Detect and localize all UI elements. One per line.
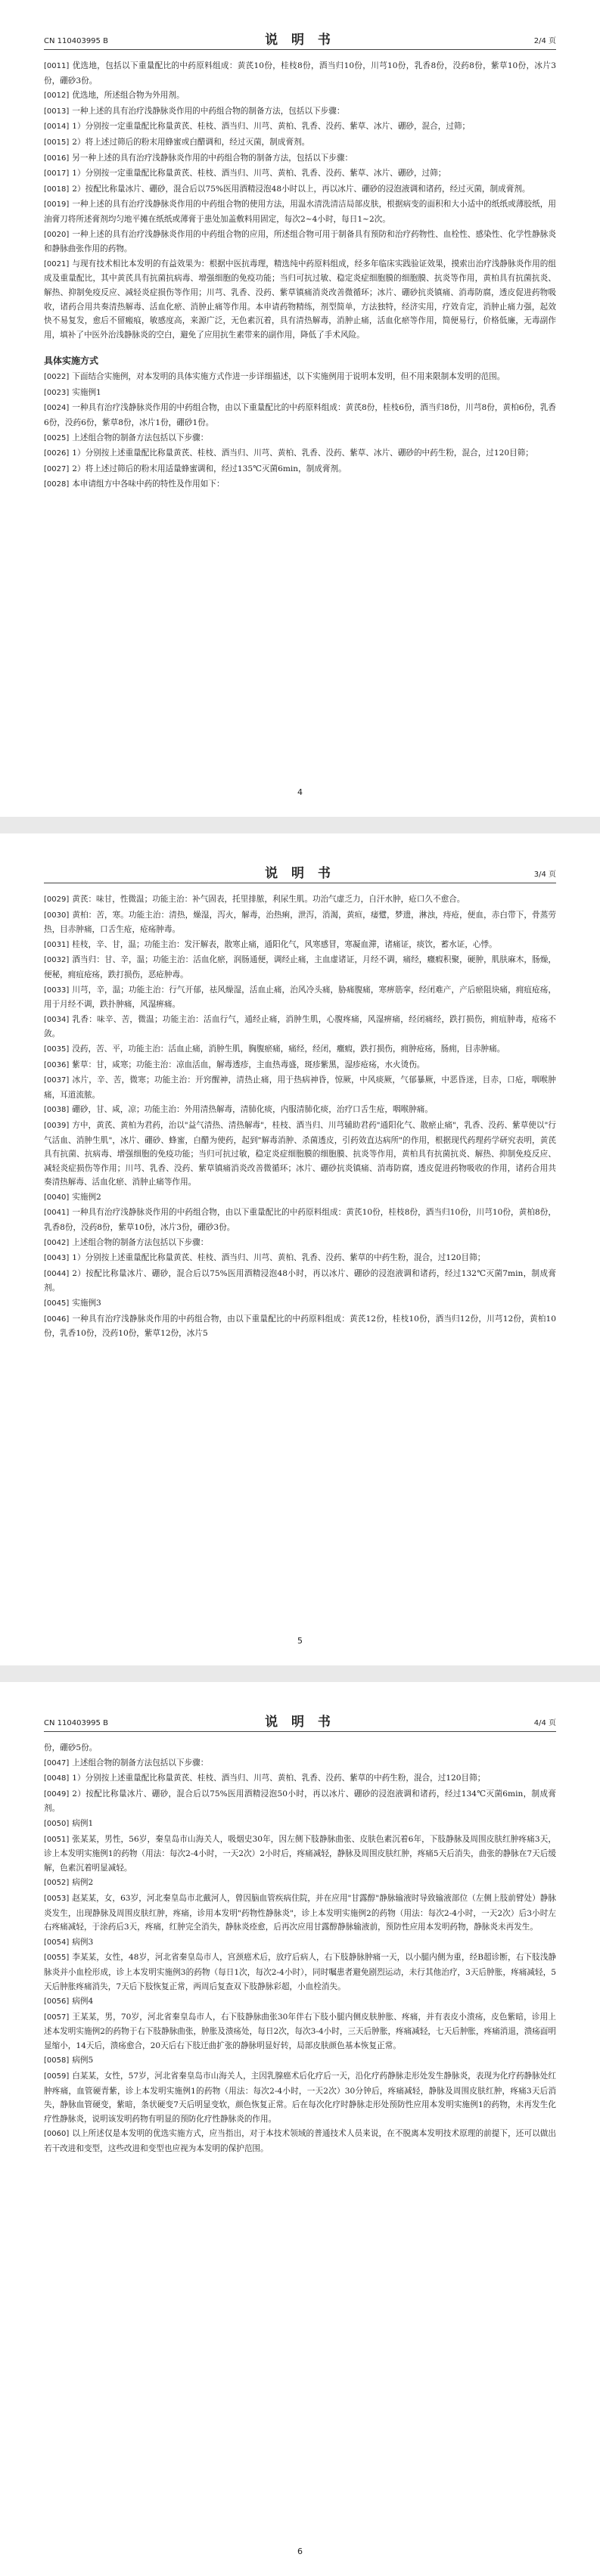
paragraph-number: [0049] — [44, 1789, 70, 1799]
paragraph-text: 1）分别按上述重量配比称量黄芪、桂枝、酒当归、川芎、黄柏、乳香、没药、紫草的中药生粉，混合，过120目筛； — [72, 1253, 486, 1263]
paragraph-text: 病例2 — [72, 1878, 94, 1888]
paragraph-number: [0040] — [44, 1193, 70, 1202]
paragraph-number: [0054] — [44, 1938, 70, 1947]
paragraph — [44, 1042, 556, 1057]
paragraph-text: 实施例2 — [72, 1192, 101, 1202]
paragraph — [44, 257, 556, 343]
paragraph-number: [0023] — [44, 388, 70, 397]
paragraph-text: 另一种上述的具有治疗浅静脉炎作用的中药组合物的制备方法，包括以下步骤： — [72, 153, 353, 163]
body — [44, 1756, 556, 2156]
paragraph — [44, 446, 556, 461]
paragraph-number: [0015] — [44, 138, 70, 147]
paragraph-text: 一种具有治疗浅静脉炎作用的中药组合物，由以下重量配比的中药原料组成：黄芪8份，桂枝6份，酒当归8份，川芎8份，黄柏6份，乳香6份，没药6份，紫草8份，冰片1份，硼砂1份。 — [44, 403, 556, 428]
paragraph-number: [0020] — [44, 230, 70, 239]
patent-number: CN 110403995 B — [44, 1719, 108, 1727]
paragraph-text: 2）按配比称量冰片、硼砂，混合后以75%医用酒精浸泡50小时，再以冰片、硼砂的浸泡液调和诸药，经过134℃灭菌6min，制成膏剂。 — [44, 1789, 556, 1814]
paragraph — [44, 135, 556, 151]
paragraph — [44, 1206, 556, 1234]
paragraph-text: 张某某，男性，56岁，秦皇岛市山海关人，吸烟史30年，因左侧下肢静脉曲张、皮肤色素沉着6年，下肢静脉及周围皮肤红肿疼痛3天，诊上本发明实施例1的药物（用法：每次2-4小时，一天2次）2小时后，疼痛减轻，静脉及周围皮肤红肿，疼痛5天后消失，曲张的静脉在7天后缓解，色素沉着明显减轻。 — [44, 1834, 556, 1873]
paragraph-number: [0048] — [44, 1774, 70, 1783]
paragraph-text: 乳香：味辛、苦，微温；功能主治：活血行气，通经止痛，消肿生肌，心腹疼痛，风湿痹痛，经闭痛经，跌打损伤，痈疽肿毒，疮疡不敛。 — [44, 1014, 556, 1039]
paragraph-number: [0044] — [44, 1269, 70, 1278]
continued-text: 份，硼砂5份。 — [44, 1743, 98, 1752]
paragraph — [44, 1771, 556, 1786]
paragraph-number: [0059] — [44, 2072, 70, 2081]
paragraph — [44, 1251, 556, 1266]
paragraph-text: 与现有技术相比本发明的有益效果为：根据中医抗毒理，精选纯中药原料组成，经多年临床实践验证效果，摸索出治疗浅静脉炎作用的组成及重量配比，其中黄芪具有抗菌抗病毒、增强细胞的免疫功能；当归可抗过敏、稳定炎症细胞膜的细胞膜、抗炎等作用，黄柏具有抗菌抗炎、解热、抑制免疫反应、减轻炎症损伤等作用；川芎、乳香、没药、紫草镇痛消炎改善微循环；冰片、硼砂抗炎镇痛、消毒防腐，透皮促进药物吸收，诸药合用共奏清热解毒、活血化瘀、消肿止痛等作用。本申请药物精练，剂型简单，方法独特，经济实用，疗效肯定，消肿止痛力强，起效快不易复发，愈后不留瘢痕，敏感度高，来源广泛，无色素沉着，具有清热解毒，消肿止痛，活血化瘀等作用，简便易行，价格低廉，无毒副作用，填补了中医外治浅静脉炎的空白，避免了应用抗生素带来的副作用，降低了手术风险。 — [44, 259, 556, 340]
paragraph-text: 2）按配比称量冰片、硼砂，混合后以75%医用酒精浸泡48小时，再以冰片、硼砂的浸泡液调和诸药，经过132℃灭菌7min，制成膏剂。 — [44, 1268, 556, 1293]
body-section — [44, 370, 556, 492]
paragraph-text: 优选地，包括以下重量配比的中药原料组成：黄芪10份，桂枝8份，酒当归10份，川芎10份，乳香8份，没药8份，紫草10份，冰片3份，硼砂3份。 — [44, 61, 556, 85]
paragraph — [44, 1296, 556, 1311]
page-number: 4/4 页 — [533, 1719, 556, 1727]
page-title: 说 明 书 — [265, 33, 335, 48]
paragraph-number: [0060] — [44, 2130, 70, 2139]
paragraph-number: [0028] — [44, 480, 70, 489]
paragraph-text: 没药，苦、平，功能主治：活血止痛，消肿生肌，胸腹瘀痛，痛经，经闭，癥瘕，跌打损伤，痈肿疮疡，肠痈，目赤肿痛。 — [72, 1044, 505, 1054]
paragraph-number: [0057] — [44, 2013, 70, 2022]
paragraph-number: [0042] — [44, 1238, 70, 1247]
paragraph-text: 上述组合物的制备方法包括以下步骤： — [72, 433, 209, 442]
paragraph-text: 优选地，所述组合物为外用剂。 — [72, 91, 185, 101]
paragraph-number: [0012] — [44, 92, 70, 101]
paragraph-text: 冰片，辛、苦，微寒；功能主治：开窍醒神，清热止痛，用于热病神昏，惊厥，中风痰厥，气郁暴厥，中恶昏迷，目赤，口疮，咽喉肿痛，耳道流脓。 — [44, 1075, 556, 1100]
paragraph — [44, 953, 556, 982]
paragraph-number: [0018] — [44, 185, 70, 194]
paragraph — [44, 1817, 556, 1832]
paragraph-text: 病例5 — [72, 2056, 94, 2065]
paragraph-number: [0039] — [44, 1121, 70, 1130]
paragraph — [44, 892, 556, 908]
paragraph-number: [0047] — [44, 1758, 70, 1768]
paragraph-text: 一种上述的具有治疗浅静脉炎作用的中药组合物的使用方法，用温水清洗清洁局部皮肤，根据病变的面积和大小适中的纸纸或薄胶纸，用油膏刀将所述膏剂均匀地平摊在纸纸或薄膏于患处加盖敷料用固定，每次2~4小时，每日1~2次。 — [44, 200, 556, 224]
paragraph — [44, 1951, 556, 1994]
paragraph — [44, 1073, 556, 1102]
paragraph-number: [0038] — [44, 1106, 70, 1115]
paragraph-text: 病例3 — [72, 1937, 94, 1947]
paragraph-text: 黄柏：苦，寒。功能主治：清热，燥湿，泻火，解毒，治热痢，泄泻，消渴，黄疸，痿躄，梦遗，淋浊，痔疮，便血，赤白带下，骨蒸劳热，目赤肿痛，口舌生疮，疮疡肿毒。 — [44, 910, 556, 935]
paragraph-text: 实施例3 — [72, 1299, 101, 1308]
paragraph-number: [0050] — [44, 1819, 70, 1828]
page-3 — [0, 1682, 600, 2576]
paragraph-text: 病例1 — [72, 1818, 94, 1828]
paragraph-number: [0055] — [44, 1954, 70, 1963]
paragraph — [44, 1892, 556, 1935]
paragraph-number: [0034] — [44, 1015, 70, 1024]
paragraph-number: [0030] — [44, 911, 70, 920]
paragraph-number: [0031] — [44, 940, 70, 949]
paragraph-number: [0037] — [44, 1076, 70, 1085]
page-header — [44, 864, 556, 883]
paragraph-text: 方中，黄芪、黄柏为君药，治以"益气清热、清热解毒"，桂枝、酒当归、川芎辅助君药"通阳化气、散瘀止痛"，乳香、没药、紫草使以"行气活血、消肿生肌"，冰片、硼砂、蜂蜜，白醋为使药，起到"解毒消肿、杀菌透皮，引药效直达病所"的作用，根据现代药理药学研究表明，黄芪具有抗菌、抗病毒、增强细胞的免疫功能；当归可抗过敏，稳定炎症细胞膜的细胞膜、抗炎等作用，黄柏具有抗菌抗炎、解热、抑制免疫反应、减轻炎症损伤等作用；川芎、乳香、没药、紫草镇痛消炎改善微循环；冰片、硼砂抗炎镇痛、消毒防腐，透皮促进药物吸收的作用，诸药合用共奏清热解毒、活血化瘀、消肿止痛等作用。 — [44, 1120, 556, 1187]
paragraph — [44, 228, 556, 256]
page-title: 说 明 书 — [265, 866, 335, 881]
body — [44, 892, 556, 1341]
paragraph-text: 实施例1 — [72, 387, 101, 397]
body — [44, 59, 556, 342]
paragraph — [44, 88, 556, 104]
page-title: 说 明 书 — [265, 1715, 335, 1730]
paragraph-text: 1）分别按一定重量配比称量黄芪、桂枝、酒当归、川芎、黄柏、乳香、没药、紫草、冰片、硼砂，混合，过筛； — [72, 122, 471, 132]
paragraph — [44, 1756, 556, 1771]
paragraph — [44, 1833, 556, 1876]
paragraph-number: [0027] — [44, 464, 70, 473]
paragraph-text: 王某某，男，70岁，河北省秦皇岛市人，右下肢静脉曲张30年伴右下肢小腿内侧皮肤肿胀、疼痛，并有表皮小溃疡，皮色紫暗，诊用上述本发明实施例2的药物于右下肢静脉曲张，肿胀及溃疡处，每日2次，每次3-4小时，三天后肿胀，疼痛减轻，七天后肿胀，疼痛消退，溃疡面明显缩小，14天后，溃疡愈合，20天后右下肢迂曲扩张的静脉明显好转，局部皮肤颜色基本恢复正常。 — [44, 2012, 556, 2050]
paragraph — [44, 386, 556, 401]
paragraph — [44, 2053, 556, 2069]
paragraph-number: [0025] — [44, 433, 70, 442]
paragraph — [44, 2127, 556, 2155]
paragraph-number: [0041] — [44, 1209, 70, 1218]
paragraph-text: 紫草：甘，咸寒；功能主治：凉血活血，解毒透疹，主血热毒盛，斑疹紫黑，湿疹疮疡，水火烫伤。 — [72, 1060, 425, 1069]
paragraph-text: 黄芪：味甘，性微温；功能主治：补气固表，托里排脓，利尿生肌。功治气虚乏力，自汗水肿，疮口久不愈合。 — [72, 895, 465, 904]
paragraph-text: 上述组合物的制备方法包括以下步骤： — [72, 1758, 209, 1768]
paragraph — [44, 1103, 556, 1118]
paragraph-number: [0011] — [44, 62, 70, 70]
page-footer-number: 5 — [297, 1636, 303, 1646]
paragraph-number: [0056] — [44, 1997, 70, 2006]
paragraph — [44, 59, 556, 88]
paragraph-number: [0016] — [44, 154, 70, 163]
paragraph — [44, 401, 556, 430]
paragraph — [44, 119, 556, 135]
paragraph-number: [0053] — [44, 1894, 70, 1903]
paragraph — [44, 1236, 556, 1251]
paragraph — [44, 1935, 556, 1951]
paragraph — [44, 1013, 556, 1041]
paragraph-text: 本申请组方中各味中药的特性及作用如下： — [72, 480, 225, 489]
paragraph-number: [0032] — [44, 956, 70, 965]
paragraph — [44, 908, 556, 937]
paragraph-text: 赵某某，女，63岁，河北秦皇岛市北戴河人，曾因脑血管疾病住院，并在应用"甘露醇"静脉输液时导致输液部位（左侧上肢前臂处）静脉炎发生，出现静脉及周围皮肤红肿，疼痛，诊用本发明"药物性静脉炎"，诊上本发明实施例2的药物（用法：每次2-4小时，一天2次）后3小时左右疼痛减轻，于涂药后3天，疼痛，红肿完全消失，静脉炎痊愈，后再次应用甘露醇静脉输液前，预防性应用本发明药物，静脉炎未再发生。 — [44, 1893, 556, 1932]
paragraph-text: 2）将上述过筛后的粉末用适量蜂蜜调和，经过135℃灭菌6min，制成膏剂。 — [72, 464, 347, 473]
paragraph — [44, 477, 556, 492]
paragraph — [44, 431, 556, 446]
paragraph — [44, 104, 556, 119]
paragraph — [44, 166, 556, 182]
patent-number: CN 110403995 B — [44, 37, 108, 45]
paragraph-number: [0013] — [44, 107, 70, 116]
paragraph-text: 病例4 — [72, 1997, 94, 2006]
paragraph-number: [0021] — [44, 259, 70, 268]
paragraph-number: [0022] — [44, 373, 70, 382]
paragraph-text: 一种上述的具有治疗浅静脉炎作用的中药组合物的应用，所述组合物可用于制备具有预防和治疗药物性、血栓性、感染性、化学性静脉炎和静脉曲张作用的药物。 — [44, 229, 556, 254]
paragraph-text: 2）将上述过筛后的粉末用蜂蜜或白醋调和，经过灭菌，制成膏剂。 — [72, 137, 310, 147]
paragraph — [44, 197, 556, 226]
paragraph — [44, 1994, 556, 2010]
paragraph-number: [0058] — [44, 2056, 70, 2065]
paragraph — [44, 2010, 556, 2053]
paragraph — [44, 938, 556, 953]
paragraph-text: 上述组合物的制备方法包括以下步骤： — [72, 1237, 209, 1247]
paragraph — [44, 1787, 556, 1816]
paragraph-number: [0043] — [44, 1254, 70, 1263]
paragraph — [44, 1119, 556, 1190]
paragraph — [44, 462, 556, 477]
paragraph-number: [0017] — [44, 169, 70, 178]
paragraph-text: 1）分别按一定重量配比称量黄芪、桂枝、酒当归、川芎、黄柏、乳香、没药、紫草、冰片、硼砂，过筛； — [72, 169, 446, 178]
paragraph — [44, 983, 556, 1012]
paragraph-number: [0046] — [44, 1314, 70, 1324]
paragraph — [44, 370, 556, 385]
paragraph-number: [0019] — [44, 200, 70, 209]
paragraph-text: 桂枝，辛、甘，温；功能主治：发汗解表，散寒止痛，通阳化气，风寒感冒，寒凝血滞，诸痛证，痰饮，蓄水证，心悸。 — [72, 939, 497, 949]
paragraph — [44, 1876, 556, 1891]
paragraph-number: [0029] — [44, 895, 70, 904]
paragraph-text: 2）按配比称量冰片、硼砂，混合后以75%医用酒精浸泡48小时以上，再以冰片、硼砂的浸泡液调和诸药，经过灭菌，制成膏剂。 — [72, 184, 530, 194]
paragraph-number: [0026] — [44, 449, 70, 458]
section-title: 具体实施方式 — [44, 355, 99, 367]
paragraph-text: 1）分别按上述重量配比称量黄芪、桂枝、酒当归、川芎、黄柏、乳香、没药、紫草、冰片、硼砂的中药生粉，混合，过120目筛； — [72, 448, 533, 458]
paragraph-number: [0014] — [44, 123, 70, 132]
page-2 — [0, 833, 600, 1665]
paragraph-text: 酒当归：甘、辛，温；功能主治：活血化瘀，润肠通便，调经止痛，主血虚诸证，月经不调，痛经，癥瘕积聚，硬肿，肌肤麻木，肠燥，便秘，痈疽疮疡，跌打损伤，恶疮肿毒。 — [44, 955, 556, 979]
paragraph — [44, 151, 556, 166]
paragraph-number: [0035] — [44, 1044, 70, 1054]
paragraph-number: [0024] — [44, 404, 70, 413]
page-header — [44, 30, 556, 50]
paragraph — [44, 1190, 556, 1206]
page-1 — [0, 0, 600, 817]
paragraph-text: 白某某，女性，57岁，河北省秦皇岛市山海关人，主因乳腺癌术后化疗后一天，沿化疗药静脉走形处发生静脉炎，表现为化疗药静脉处红肿疼痛，血管硬青紫，诊上本发明实施例1的药物（用法：每次2-4小时，一天2次）30分钟后，疼痛减轻，静脉及周围皮肤红肿，疼痛3天后消失，静脉血管硬变，紫暗，条状硬变7天后明显变软，颜色恢复正常。后在每次化疗时静脉走形处预防性应用本发明实施例1的药物，未再发生化疗性静脉炎，说明该发明药物有明显的预防化疗性静脉炎的作用。 — [44, 2072, 556, 2124]
paragraph-number: [0051] — [44, 1835, 70, 1844]
paragraph — [44, 1267, 556, 1296]
page-number: 2/4 页 — [533, 37, 556, 45]
paragraph — [44, 1312, 556, 1341]
paragraph-text: 下面结合实施例，对本发明的具体实施方式作进一步详细描述，以下实施例用于说明本发明，但不用来限制本发明的范围。 — [72, 372, 505, 382]
paragraph — [44, 2069, 556, 2126]
paragraph — [44, 182, 556, 197]
paragraph-number: [0052] — [44, 1879, 70, 1888]
page-footer-number: 4 — [297, 787, 303, 797]
page-footer-number: 6 — [297, 2547, 303, 2556]
page-number: 3/4 页 — [533, 871, 556, 879]
paragraph-text: 以上所述仅是本发明的优选实施方式，应当指出，对于本技术领域的普通技术人员来说，在不脱离本发明技术原理的前提下，还可以做出若干改进和变型，这些改进和变型也应视为本发明的保护范围。 — [44, 2129, 556, 2154]
paragraph-text: 一种具有治疗浅静脉炎作用的中药组合物，由以下重量配比的中药原料组成：黄芪12份，桂枝10份，酒当归12份，川芎12份，黄柏10份，乳香10份，没药10份，紫草12份，冰片5 — [44, 1314, 556, 1339]
paragraph — [44, 1058, 556, 1073]
paragraph-text: 一种具有治疗浅静脉炎作用的中药组合物，由以下重量配比的中药原料组成：黄芪10份，桂枝8份，酒当归10份，川芎10份，黄柏8份，乳香8份，没药8份，紫草10份，冰片3份，硼砂3份。 — [44, 1208, 556, 1233]
paragraph-text: 硼砂，甘、咸，凉；功能主治：外用清热解毒，清肺化痰，内服清肺化痰，治疗口舌生疮，咽喉肿痛。 — [72, 1105, 433, 1115]
paragraph-text: 川芎，辛，温；功能主治：行气开郁，祛风燥湿，活血止痛，治风冷头痛，胁痛腹痛，寒痹筋挛，经闭难产，产后瘀阻块痛，痈疽疮疡，用于月经不调，跌扑肿痛，风湿痹痛。 — [44, 985, 556, 1010]
paragraph-number: [0036] — [44, 1060, 70, 1069]
paragraph-number: [0045] — [44, 1299, 70, 1308]
paragraph-text: 一种上述的具有治疗浅静脉炎作用的中药组合物的制备方法，包括以下步骤： — [72, 106, 345, 116]
paragraph-text: 1）分别按上述重量配比称量黄芪、桂枝、酒当归、川芎、黄柏、乳香、没药、紫草的中药生粉，混合，过120目筛； — [72, 1774, 486, 1783]
paragraph-text: 李某某，女性，48岁，河北省秦皇岛市人，宫颈癌术后，放疗后病人，右下肢静脉肿痛一天，以小腿内侧为重，经B超诊断，右下肢浅静脉炎并小血栓形成，诊上本发明实施例3的药物（每日1次，每次2-4小时），同时嘱患者避免剧烈运动，未行其他治疗，3天后肿胀，疼痛减轻，5天后肿胀疼痛消失，7天后下肢恢复正常，两周后复查双下肢静脉彩超，小血栓消失。 — [44, 1953, 556, 1991]
paragraph-number: [0033] — [44, 985, 70, 995]
page-header — [44, 1712, 556, 1732]
